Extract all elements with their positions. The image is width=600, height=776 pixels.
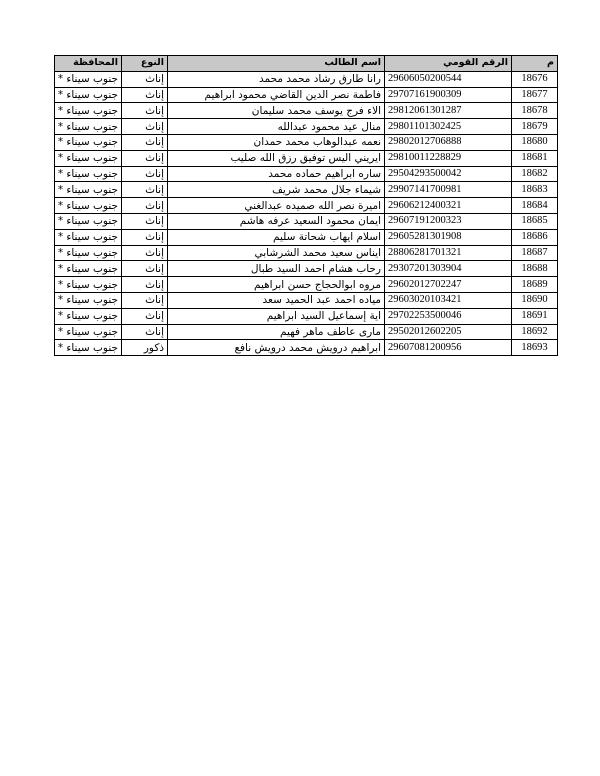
table-row (55, 245, 558, 261)
cell-student-name: اية إسماعيل السيد ابراهيم (168, 308, 385, 324)
table-row (55, 103, 558, 119)
table-row (55, 150, 558, 166)
table-row (55, 213, 558, 229)
cell-serial: 18692 (512, 324, 558, 340)
cell-gender: إناث (122, 213, 168, 229)
cell-student-name: اسلام ايهاب شحاتة سليم (168, 229, 385, 245)
cell-student-name: الاء فرج يوسف محمد سليمان (168, 103, 385, 119)
table-body (55, 71, 558, 355)
cell-governorate: جنوب سيناء * (55, 308, 122, 324)
table-row (55, 119, 558, 135)
cell-gender: إناث (122, 119, 168, 135)
cell-governorate: جنوب سيناء * (55, 213, 122, 229)
header-student-name: اسم الطالب (168, 56, 385, 72)
cell-gender: ذكور (122, 340, 168, 356)
cell-governorate: جنوب سيناء * (55, 103, 122, 119)
cell-national-id: 29502012602205 (385, 324, 512, 340)
student-roster-table (54, 55, 558, 356)
table-row (55, 229, 558, 245)
cell-national-id: 29907141700981 (385, 182, 512, 198)
cell-serial: 18682 (512, 166, 558, 182)
cell-student-name: ايمان محمود السعيد عرفه هاشم (168, 213, 385, 229)
table-row (55, 166, 558, 182)
cell-governorate: جنوب سيناء * (55, 134, 122, 150)
cell-gender: إناث (122, 292, 168, 308)
cell-student-name: منال عيد محمود عبدالله (168, 119, 385, 135)
cell-serial: 18678 (512, 103, 558, 119)
cell-governorate: جنوب سيناء * (55, 261, 122, 277)
table-row (55, 292, 558, 308)
cell-governorate: جنوب سيناء * (55, 229, 122, 245)
cell-governorate: جنوب سيناء * (55, 292, 122, 308)
cell-governorate: جنوب سيناء * (55, 277, 122, 293)
cell-national-id: 29603020103421 (385, 292, 512, 308)
cell-gender: إناث (122, 229, 168, 245)
header-row (55, 56, 558, 72)
cell-national-id: 29606212400321 (385, 198, 512, 214)
cell-serial: 18681 (512, 150, 558, 166)
cell-serial: 18680 (512, 134, 558, 150)
cell-serial: 18690 (512, 292, 558, 308)
cell-student-name: ايريني اليس توفيق رزق الله صليب (168, 150, 385, 166)
cell-governorate: جنوب سيناء * (55, 340, 122, 356)
cell-student-name: اميرة نصر الله صميده عبدالغني (168, 198, 385, 214)
cell-student-name: رحاب هشام احمد السيد طبال (168, 261, 385, 277)
cell-governorate: جنوب سيناء * (55, 119, 122, 135)
cell-governorate: جنوب سيناء * (55, 182, 122, 198)
cell-student-name: شيماء جلال محمد شريف (168, 182, 385, 198)
cell-student-name: ايناس سعيد محمد الشرشابي (168, 245, 385, 261)
cell-national-id: 29606050200544 (385, 71, 512, 87)
cell-national-id: 29702253500046 (385, 308, 512, 324)
cell-serial: 18677 (512, 87, 558, 103)
cell-governorate: جنوب سيناء * (55, 245, 122, 261)
cell-serial: 18684 (512, 198, 558, 214)
cell-student-name: مارى عاطف ماهر فهيم (168, 324, 385, 340)
cell-national-id: 29802012706888 (385, 134, 512, 150)
table-row (55, 182, 558, 198)
cell-national-id: 29810011228829 (385, 150, 512, 166)
cell-gender: إناث (122, 182, 168, 198)
cell-gender: إناث (122, 308, 168, 324)
cell-gender: إناث (122, 261, 168, 277)
cell-serial: 18676 (512, 71, 558, 87)
table-row (55, 308, 558, 324)
cell-national-id: 29812061301287 (385, 103, 512, 119)
header-gender: النوع (122, 56, 168, 72)
cell-student-name: ساره ابراهيم حماده محمد (168, 166, 385, 182)
cell-gender: إناث (122, 166, 168, 182)
cell-governorate: جنوب سيناء * (55, 324, 122, 340)
table-row (55, 324, 558, 340)
cell-student-name: مياده احمد عبد الحميد سعد (168, 292, 385, 308)
cell-national-id: 29605281301908 (385, 229, 512, 245)
cell-serial: 18683 (512, 182, 558, 198)
cell-serial: 18685 (512, 213, 558, 229)
header-national-id: الرقم القومي (385, 56, 512, 72)
cell-governorate: جنوب سيناء * (55, 166, 122, 182)
cell-student-name: رانا طارق رشاد محمد محمد (168, 71, 385, 87)
cell-gender: إناث (122, 150, 168, 166)
table-header (55, 56, 558, 72)
cell-national-id: 29607081200956 (385, 340, 512, 356)
cell-serial: 18689 (512, 277, 558, 293)
cell-governorate: جنوب سيناء * (55, 198, 122, 214)
table-row (55, 261, 558, 277)
cell-serial: 18679 (512, 119, 558, 135)
cell-gender: إناث (122, 277, 168, 293)
cell-serial: 18688 (512, 261, 558, 277)
header-governorate: المحافظة (55, 56, 122, 72)
table-row (55, 340, 558, 356)
table-row (55, 71, 558, 87)
cell-student-name: مروه ابوالحجاج حسن ابراهيم (168, 277, 385, 293)
table-row (55, 87, 558, 103)
cell-gender: إناث (122, 103, 168, 119)
cell-gender: إناث (122, 87, 168, 103)
cell-gender: إناث (122, 245, 168, 261)
cell-student-name: فاطمة نصر الدين القاضي محمود ابراهيم (168, 87, 385, 103)
cell-governorate: جنوب سيناء * (55, 71, 122, 87)
cell-national-id: 29504293500042 (385, 166, 512, 182)
cell-national-id: 29307201303904 (385, 261, 512, 277)
table-row (55, 198, 558, 214)
cell-serial: 18687 (512, 245, 558, 261)
cell-national-id: 29707161900309 (385, 87, 512, 103)
cell-gender: إناث (122, 71, 168, 87)
cell-gender: إناث (122, 324, 168, 340)
cell-serial: 18693 (512, 340, 558, 356)
cell-national-id: 29607191200323 (385, 213, 512, 229)
cell-gender: إناث (122, 134, 168, 150)
header-serial: م (512, 56, 558, 72)
cell-student-name: نعمه عبدالوهاب محمد حمدان (168, 134, 385, 150)
cell-gender: إناث (122, 198, 168, 214)
cell-national-id: 29602012702247 (385, 277, 512, 293)
cell-serial: 18686 (512, 229, 558, 245)
cell-national-id: 28806281701321 (385, 245, 512, 261)
table-row (55, 134, 558, 150)
cell-student-name: ابراهيم درويش محمد درويش نافع (168, 340, 385, 356)
table-row (55, 277, 558, 293)
cell-serial: 18691 (512, 308, 558, 324)
cell-governorate: جنوب سيناء * (55, 87, 122, 103)
cell-national-id: 29801101302425 (385, 119, 512, 135)
cell-governorate: جنوب سيناء * (55, 150, 122, 166)
